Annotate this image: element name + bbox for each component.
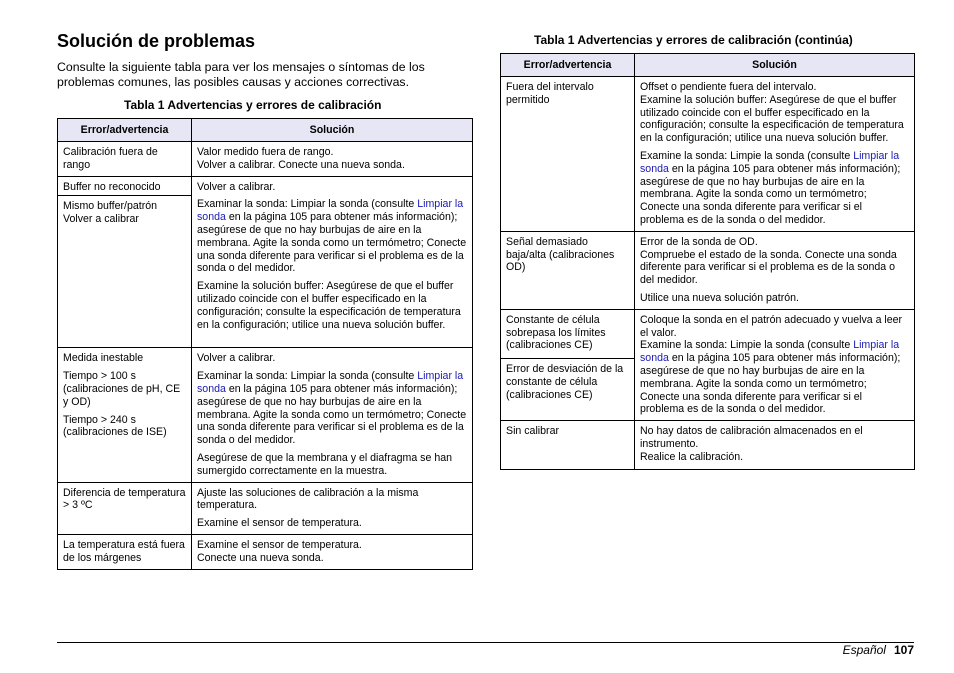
limpiar-la-sonda-link[interactable]: Limpiar la sonda xyxy=(197,198,464,224)
error-cell xyxy=(58,348,192,482)
solution-line: Coloque la sonda en el patrón adecuado y vuelva a leer el valor. xyxy=(640,313,903,339)
solution-line: Error de la sonda de OD. xyxy=(640,235,758,248)
solution-paragraph: Examinar la sonda: Limpiar la sonda (consulte Limpiar la sonda en la página 105 para obtener más información); asegúrese de que no hay burbujas de aire en la membrana. Agite la sonda como un termómetro; Conecte una sonda diferente para verificar si el problema es de la sonda o del medidor. xyxy=(197,370,467,447)
solution-cell xyxy=(192,482,473,534)
solution-line: Offset o pendiente fuera del intervalo. xyxy=(640,81,817,93)
table-row xyxy=(58,482,473,534)
limpiar-la-sonda-link[interactable]: Limpiar la sonda xyxy=(640,339,900,365)
error-line: Medida inestable xyxy=(63,352,144,365)
page-number: 107 xyxy=(893,643,914,657)
table-row xyxy=(501,421,915,470)
limpiar-la-sonda-link[interactable]: Limpiar la sonda xyxy=(197,370,464,395)
solution-paragraph: Examine el sensor de temperatura. xyxy=(197,517,362,530)
solution-paragraph: Volver a calibrar. xyxy=(197,180,276,193)
table-row xyxy=(58,534,473,569)
solution-paragraph: Ajuste las soluciones de calibración a la misma temperatura. xyxy=(197,486,419,512)
solution-cell xyxy=(192,142,473,177)
error-cell: Calibración fuera de rango xyxy=(58,142,192,177)
column-header-solution: Solución xyxy=(635,54,915,77)
solution-cell xyxy=(635,77,915,232)
error-line: Tiempo > 100 s (calibraciones de pH, CE y OD) xyxy=(63,370,181,408)
calibration-errors-table xyxy=(57,118,473,570)
solution-paragraph: Examine la solución buffer: Asegúrese de que el buffer utilizado coincide con el buffer especificado en la configuración; consulte la especificación de temperatura en la configuración; utilice una nueva solución buffer. xyxy=(640,93,904,145)
table-row xyxy=(501,77,915,232)
page-footer xyxy=(843,643,914,657)
solution-cell xyxy=(635,421,915,470)
footer-rule xyxy=(57,642,914,643)
solution-cell xyxy=(192,348,473,482)
table-row xyxy=(58,142,473,177)
error-cell: Mismo buffer/patrón Volver a calibrar xyxy=(58,196,192,348)
solution-paragraph: Utilice una nueva solución patrón. xyxy=(640,291,800,304)
error-line: Tiempo > 240 s (calibraciones de ISE) xyxy=(63,413,167,439)
solution-paragraph: Compruebe el estado de la sonda. Conecte una sonda diferente para verificar si el problema es de la sonda o del medidor. xyxy=(640,248,897,287)
footer-language: Español xyxy=(842,643,886,657)
solution-line: Realice la calibración. xyxy=(640,450,744,463)
error-cell: Diferencia de temperatura > 3 ºC xyxy=(58,482,192,534)
solution-paragraph: Examinar la sonda: Limpiar la sonda (consulte Limpiar la sonda en la página 105 para obtener más información); asegúrese de que no hay burbujas de aire en la membrana. Agite la sonda como un termómetro; Conecte una sonda diferente para verificar si el problema es de la sonda o del medidor. xyxy=(197,198,467,275)
solution-line: Valor medido fuera de rango. xyxy=(197,146,334,158)
solution-line: Examine el sensor de temperatura. xyxy=(197,538,362,551)
solution-line: No hay datos de calibración almacenados en el instrumento. xyxy=(640,425,863,450)
error-cell: Constante de célula sobrepasa los límites (calibraciones CE) xyxy=(501,309,635,358)
table-row xyxy=(58,176,473,196)
error-cell: Buffer no reconocido xyxy=(58,176,192,196)
solution-cell xyxy=(192,534,473,569)
error-cell: Señal demasiado baja/alta (calibraciones OD) xyxy=(501,231,635,309)
intro-paragraph: Consulte la siguiente tabla para ver los mensajes o síntomas de los problemas comunes, las posibles causas y acciones correctivas. xyxy=(57,60,425,89)
column-header-error: Error/advertencia xyxy=(58,119,192,142)
solution-line: Conecte una nueva sonda. xyxy=(197,551,324,564)
table-caption-right: Tabla 1 Advertencias y errores de calibración (continúa) xyxy=(534,33,853,47)
solution-line: Volver a calibrar. Conecte una nueva sonda. xyxy=(197,158,405,171)
table-row xyxy=(501,231,915,309)
error-cell: La temperatura está fuera de los márgenes xyxy=(58,534,192,569)
error-cell: Fuera del intervalo permitido xyxy=(501,77,635,232)
solution-paragraph: Asegúrese de que la membrana y el diafragma se han sumergido correctamente en la muestra. xyxy=(197,451,452,477)
page-heading: Solución de problemas xyxy=(57,31,256,51)
solution-cell xyxy=(635,231,915,309)
solution-paragraph: Examine la sonda: Limpie la sonda (consulte Limpiar la sonda en la página 105 para obtener más información); asegúrese de que no hay burbujas de aire en la membrana. Agite la sonda como un termómetro; Conecte una sonda diferente para verificar si el problema es de la sonda o del medidor. xyxy=(640,339,901,416)
table-row xyxy=(501,309,915,358)
column-header-solution: Solución xyxy=(192,119,473,142)
limpiar-la-sonda-link[interactable]: Limpiar la sonda xyxy=(640,149,900,175)
error-cell: Sin calibrar xyxy=(501,421,635,470)
column-header-error: Error/advertencia xyxy=(501,54,635,77)
error-cell: Error de desviación de la constante de célula (calibraciones CE) xyxy=(501,359,635,421)
solution-paragraph: Volver a calibrar. xyxy=(197,352,276,365)
solution-paragraph: Examine la sonda: Limpie la sonda (consulte Limpiar la sonda en la página 105 para obtener más información); asegúrese de que no hay burbujas de aire en la membrana. Agite la sonda como un termómetro; Conecte una sonda diferente para verificar si el problema es de la sonda o del medidor. xyxy=(640,149,901,226)
table-caption-left: Tabla 1 Advertencias y errores de calibración xyxy=(124,98,382,112)
calibration-errors-table-continued xyxy=(500,53,915,470)
table-row xyxy=(58,348,473,482)
solution-cell xyxy=(192,176,473,348)
solution-paragraph: Examine la solución buffer: Asegúrese de que el buffer utilizado coincide con el buffer especificado en la configuración; consulte la especificación de temperatura en la configuración; utilice una nueva solución buffer. xyxy=(197,280,461,331)
solution-cell xyxy=(635,309,915,420)
